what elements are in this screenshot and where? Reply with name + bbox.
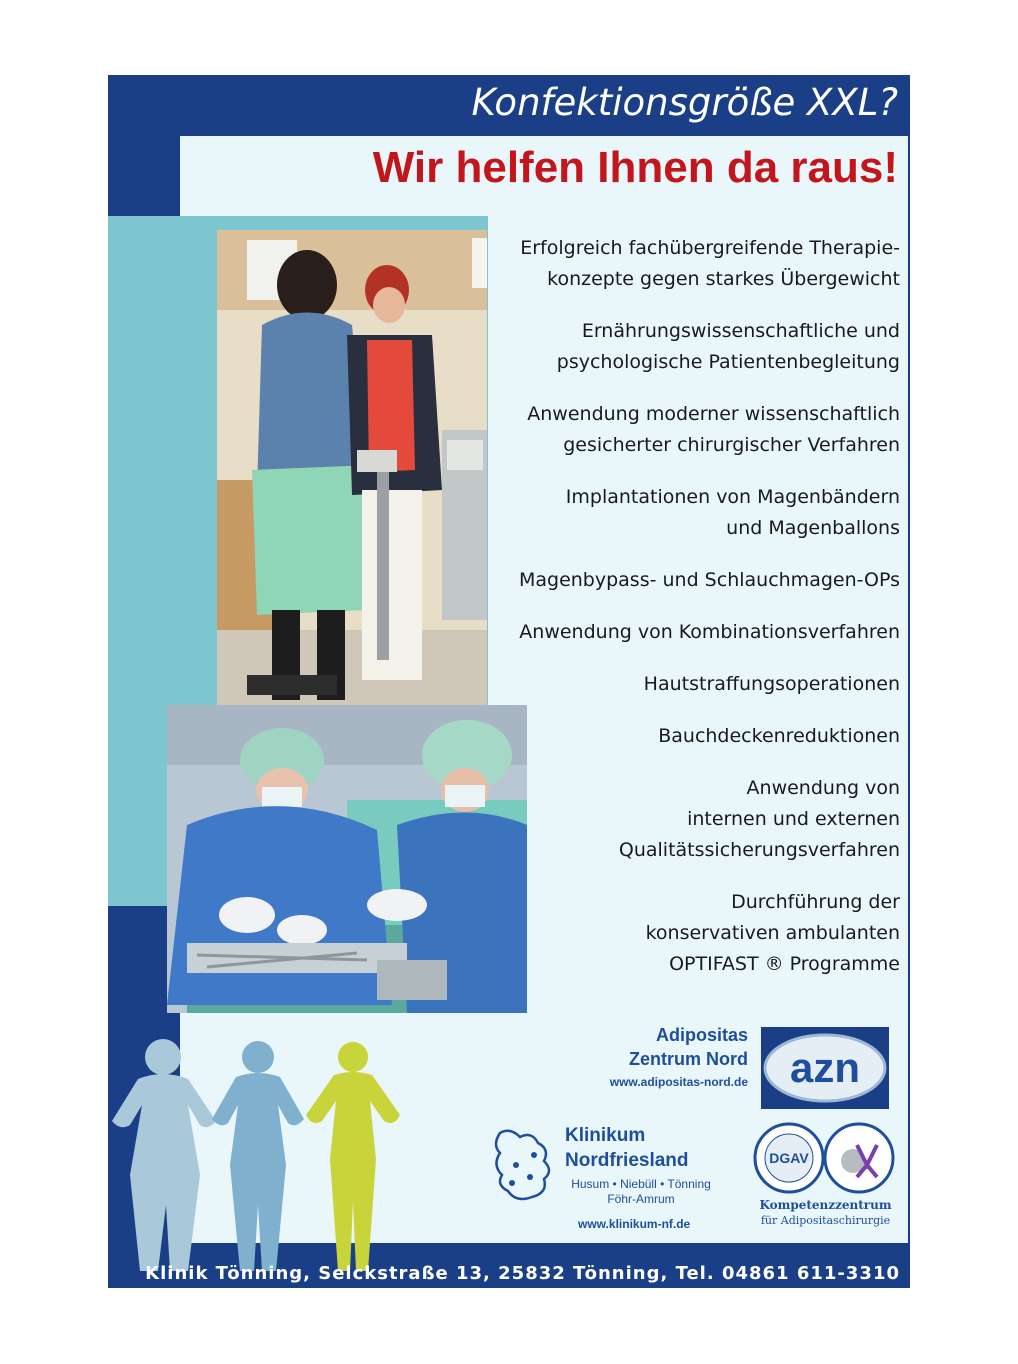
klinikum-name-line1: Klinikum [565,1125,646,1146]
feature-item: Magenbypass- und Schlauchmagen-OPs [518,569,900,591]
feature-item: Erfolgreich fachübergreifende Therapie- konzepte gegen starkes Übergewicht [520,237,900,290]
feature-item: Ernährungswissenschaftliche und psychologische Patientenbegleitung [556,320,900,373]
footer-bar [108,1246,910,1288]
azn-name [629,1023,748,1071]
azn-name-line2: Zentrum Nord [629,1049,748,1069]
footer-address: Klinik Tönning, Selckstraße 13, 25832 Tönning, Tel. 04861 611-3310 [145,1263,900,1284]
azn-url: www.adipositas-nord.de [609,1075,748,1089]
subheadline: Wir helfen Ihnen da raus! [372,143,898,192]
klinikum-logo-icon [486,1127,558,1209]
azn-name-line1: Adipositas [655,1025,748,1045]
headline: Konfektionsgröße XXL? [471,81,898,124]
feature-item: Bauchdeckenreduktionen [658,725,900,747]
klinikum-towns-line2: Föhr-Amrum [607,1192,675,1206]
poster [108,75,910,1288]
feature-item: Anwendung von Kombinationsverfahren [519,621,900,643]
feature-item: Hautstraffungsoperationen [643,673,900,695]
klinikum-url: www.klinikum-nf.de [578,1217,691,1231]
feature-item: Anwendung von internen und externen Qualitätssicherungsverfahren [618,777,900,861]
feature-list [460,233,900,1001]
azn-logo [759,1025,891,1111]
dgav-logo-text: DGAV [769,1150,809,1166]
klinikum-towns [565,1177,717,1207]
feature-item: Anwendung moderner wissenschaftlich gesicherter chirurgischer Verfahren [527,403,900,456]
dgav-logo [753,1121,897,1229]
klinikum-towns-line1: Husum • Niebüll • Tönning [571,1177,711,1191]
azn-logo-text: azn [789,1044,861,1091]
feature-item: Implantationen von Magenbändern und Magenballons [565,486,900,539]
feature-item: Durchführung der konservativen ambulanten OPTIFAST ® Programme [645,891,900,975]
photo-weighing [217,230,487,706]
dgav-label-secondary: für Adipositaschirurgie [760,1214,891,1227]
klinikum-name [565,1123,689,1173]
dgav-label-primary: Kompetenzzentrum [759,1198,892,1212]
klinikum-name-line2: Nordfriesland [565,1150,689,1171]
